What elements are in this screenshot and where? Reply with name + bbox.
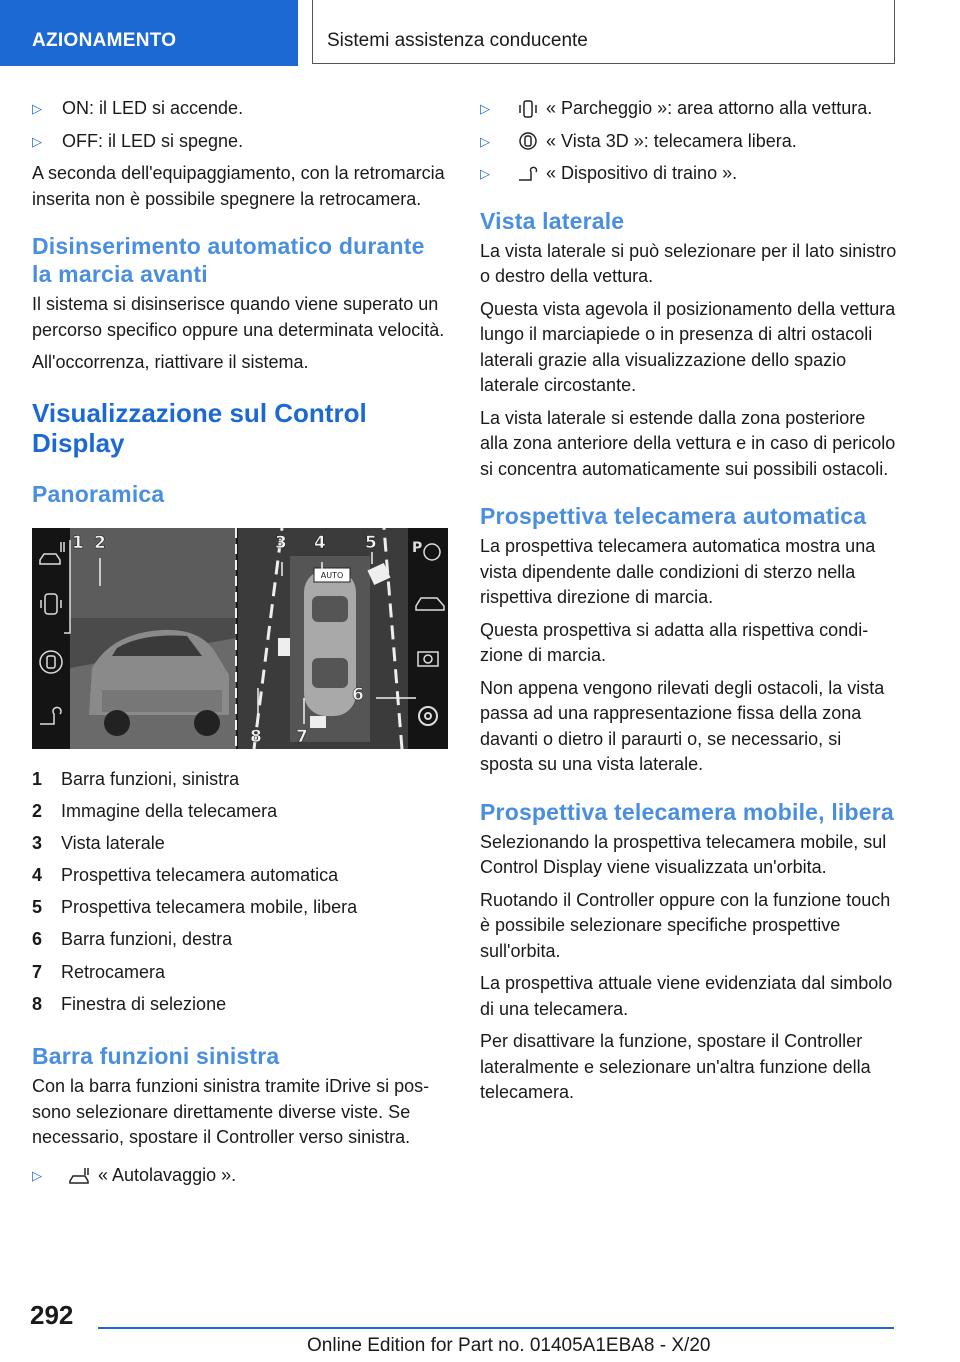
bullet-triangle-icon: ▷ xyxy=(32,133,42,149)
paragraph: Con la barra funzioni sinistra tramite iDrive si possono selezionare direttamente diverse viste. Se necessario, spostare il Controller verso sinistra. xyxy=(32,1076,430,1147)
paragraph: La prospettiva telecamera automatica mostra una vista dipendente dalle condizioni di sterzo nella rispettiva direzione di marcia. xyxy=(480,536,876,607)
heading-prospettiva-mobile: Prospettiva telecamera mobile, libera xyxy=(480,798,894,825)
callout-2: 2 xyxy=(94,532,106,553)
bullet-triangle-icon: ▷ xyxy=(480,133,490,149)
paragraph: Ruotando il Controller oppure con la funzione touch è possibile selezionare specifiche prospettive sull'orbita. xyxy=(480,889,891,961)
paragraph: All'occorrenza, riattivare il sistema. xyxy=(32,352,309,372)
legend-row: 4 Prospettiva telecamera automatica xyxy=(32,865,339,886)
parking-view-icon xyxy=(510,99,546,119)
auto-label: AUTO xyxy=(320,570,344,580)
page-number: 292 xyxy=(30,1300,74,1330)
paragraph: A seconda dell'equipaggiamento, con la retromarcia inserita non è possibile spegnere la retrocamera. xyxy=(32,163,445,209)
legend-row: 2 Immagine della telecamera xyxy=(32,800,278,821)
bullet-triangle-icon: ▷ xyxy=(480,166,490,181)
legend-row: 7 Retrocamera xyxy=(32,961,166,982)
heading-visualizzazione: Visualizzazione sul Control Display xyxy=(32,397,367,458)
tow-hitch-icon xyxy=(510,164,546,184)
camera-overview-figure xyxy=(32,528,448,749)
list-item: ▷ OFF: il LED si spegne. xyxy=(32,129,450,155)
figure-legend xyxy=(32,767,450,1025)
paragraph: La vista laterale si estende dalla zona posteriore alla zona anteriore della vettura e in caso di pericolo si concentra automaticamente sui possibili ostacoli. xyxy=(480,407,896,479)
callout-3: 3 xyxy=(275,532,287,553)
list-item: ▷ « Autolavaggio ». xyxy=(32,1163,450,1189)
footer-edition: Online Edition for Part no. 01405A1EBA8 - X/20 xyxy=(307,1335,711,1356)
list-item: ▷ « Vista 3D »: telecamera libera. xyxy=(480,129,898,155)
paragraph: La vista laterale si può selezionare per il lato sinistro o destro della vettura. xyxy=(480,240,897,286)
right-column xyxy=(480,96,898,1113)
topic-tab: Sistemi assistenza conducente xyxy=(312,0,895,64)
paragraph: Questa prospettiva si adatta alla rispettiva condizione di marcia. xyxy=(480,619,869,665)
legend-row: 5 Prospettiva telecamera mobile, libera xyxy=(32,897,358,918)
paragraph: Selezionando la prospettiva telecamera mobile, sul Control Display viene visualizzata un'orbita. xyxy=(480,831,887,877)
heading-vista-laterale: Vista laterale xyxy=(480,207,625,234)
legend-row: 8 Finestra di selezione xyxy=(32,993,227,1014)
paragraph: Non appena vengono rilevati degli ostacoli, la vista passa ad una rappresentazione fissa della zona davanti o dietro il paraurti o, se necessario, si sposta su una vista laterale. xyxy=(480,677,885,774)
legend-row: 6 Barra funzioni, destra xyxy=(32,929,233,950)
heading-barra-sinistra: Barra funzioni sinistra xyxy=(32,1043,280,1069)
view-3d-icon xyxy=(510,131,546,151)
camera-overview-illustration xyxy=(32,528,448,749)
list-item: ▷ « Dispositivo di traino ». xyxy=(480,161,898,187)
footer-rule xyxy=(98,1327,894,1329)
callout-1: 1 xyxy=(72,532,84,553)
callout-7: 7 xyxy=(296,726,308,747)
heading-disinserimento: Disinserimento automatico durante la marcia avanti xyxy=(32,233,425,287)
list-item: ▷ « Parcheggio »: area attorno alla vettura. xyxy=(480,96,898,122)
page-header xyxy=(0,0,960,66)
list-item: ▷ ON: il LED si accende. xyxy=(32,96,450,122)
legend-row: 1 Barra funzioni, sinistra xyxy=(32,768,240,789)
paragraph: Il sistema si disinserisce quando viene superato un percorso specifico oppure una determinata velocità. xyxy=(32,294,445,340)
paragraph: Per disattivare la funzione, spostare il Controller lateralmente e selezionare un'altra funzione della telecamera. xyxy=(480,1031,871,1102)
callout-8: 8 xyxy=(250,726,262,747)
callout-4: 4 xyxy=(314,532,326,553)
paragraph: Questa vista agevola il posizionamento della vettura lungo il marciapiede o in presenza di altri ostacoli laterali grazie alla visualizzazione dello spazio laterale circostante. xyxy=(480,298,896,395)
heading-prospettiva-automatica: Prospettiva telecamera automatica xyxy=(480,503,867,529)
svg-text:P: P xyxy=(412,539,423,556)
bullet-triangle-icon: ▷ xyxy=(32,101,42,116)
car-wash-icon xyxy=(62,1165,98,1185)
callout-6: 6 xyxy=(352,684,364,705)
bullet-triangle-icon: ▷ xyxy=(32,1167,42,1183)
heading-panoramica: Panoramica xyxy=(32,480,165,507)
bullet-triangle-icon: ▷ xyxy=(480,101,490,116)
legend-row: 3 Vista laterale xyxy=(32,832,165,853)
section-tab: AZIONAMENTO xyxy=(0,0,298,66)
callout-5: 5 xyxy=(365,532,377,553)
left-column xyxy=(32,96,450,1195)
paragraph: La prospettiva attuale viene evidenziata dal simbolo di una telecamera. xyxy=(480,973,893,1019)
